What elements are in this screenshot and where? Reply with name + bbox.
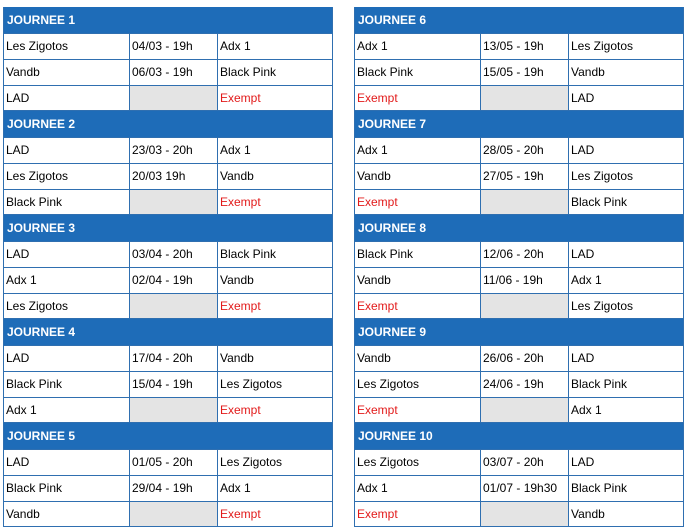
home-team-cell: Adx 1	[4, 398, 130, 422]
away-team-cell: Vandb	[220, 273, 254, 287]
match-row	[355, 267, 683, 293]
date-cell: 29/04 - 19h	[130, 476, 218, 501]
match-row	[4, 449, 332, 475]
date-cell: 12/06 - 20h	[481, 242, 569, 267]
date-cell: 01/07 - 19h30	[481, 476, 569, 501]
match-row	[4, 475, 332, 501]
date-cell	[481, 190, 569, 214]
date-cell	[130, 190, 218, 214]
match-row	[355, 137, 683, 163]
matchday-title: JOURNEE 4	[4, 319, 332, 345]
schedule-column-left	[3, 7, 333, 527]
away-team-cell: Les Zigotos	[220, 455, 283, 469]
matchday-block	[354, 111, 684, 215]
away-team-cell: Les Zigotos	[571, 299, 634, 313]
match-row	[355, 449, 683, 475]
home-team-cell: LAD	[4, 242, 130, 267]
match-row	[355, 33, 683, 59]
away-team-cell: Adx 1	[571, 403, 602, 417]
home-team-cell: Vandb	[4, 502, 130, 526]
matchday-title: JOURNEE 3	[4, 215, 332, 241]
home-team-cell: Black Pink	[4, 476, 130, 501]
away-team-cell: LAD	[571, 247, 595, 261]
match-row	[355, 345, 683, 371]
home-team-cell: Vandb	[355, 268, 481, 293]
home-team-cell: Les Zigotos	[355, 450, 481, 475]
date-cell	[481, 86, 569, 110]
date-cell	[481, 502, 569, 526]
matchday-title: JOURNEE 2	[4, 111, 332, 137]
match-row	[4, 59, 332, 85]
home-team-cell: Black Pink	[4, 190, 130, 214]
date-cell: 26/06 - 20h	[481, 346, 569, 371]
away-team-cell: Black Pink	[220, 247, 277, 261]
away-team-cell: Black Pink	[571, 195, 628, 209]
matchday-block	[3, 423, 333, 527]
home-team-cell: LAD	[4, 86, 130, 110]
away-team-cell: Vandb	[220, 169, 254, 183]
matchday-block	[3, 111, 333, 215]
match-row	[4, 371, 332, 397]
exempt-label: Exempt	[355, 398, 481, 422]
exempt-label: Exempt	[220, 91, 261, 105]
away-team-cell: LAD	[571, 143, 595, 157]
date-cell	[481, 294, 569, 318]
matchday-title: JOURNEE 10	[355, 423, 683, 449]
matchday-title: JOURNEE 5	[4, 423, 332, 449]
matchday-title: JOURNEE 8	[355, 215, 683, 241]
away-team-cell: Les Zigotos	[571, 169, 634, 183]
home-team-cell: Black Pink	[4, 372, 130, 397]
match-row	[355, 85, 683, 111]
home-team-cell: Adx 1	[355, 138, 481, 163]
matchday-block	[3, 215, 333, 319]
away-team-cell: Adx 1	[220, 481, 251, 495]
date-cell: 13/05 - 19h	[481, 34, 569, 59]
match-row	[4, 163, 332, 189]
away-team-cell: Vandb	[571, 507, 605, 521]
away-team-cell: Adx 1	[220, 143, 251, 157]
exempt-label: Exempt	[220, 195, 261, 209]
date-cell: 15/05 - 19h	[481, 60, 569, 85]
home-team-cell: Les Zigotos	[4, 34, 130, 59]
matchday-title: JOURNEE 9	[355, 319, 683, 345]
home-team-cell: LAD	[4, 346, 130, 371]
home-team-cell: Les Zigotos	[4, 294, 130, 318]
date-cell: 06/03 - 19h	[130, 60, 218, 85]
date-cell: 20/03 19h	[130, 164, 218, 189]
match-row	[4, 241, 332, 267]
match-row	[355, 475, 683, 501]
home-team-cell: Les Zigotos	[4, 164, 130, 189]
date-cell: 11/06 - 19h	[481, 268, 569, 293]
match-row	[4, 137, 332, 163]
away-team-cell: Les Zigotos	[220, 377, 283, 391]
away-team-cell: Black Pink	[220, 65, 277, 79]
matchday-block	[354, 319, 684, 423]
away-team-cell: Black Pink	[571, 377, 628, 391]
date-cell: 24/06 - 19h	[481, 372, 569, 397]
home-team-cell: Les Zigotos	[355, 372, 481, 397]
match-row	[4, 189, 332, 215]
match-row	[355, 371, 683, 397]
exempt-label: Exempt	[355, 502, 481, 526]
away-team-cell: Vandb	[220, 351, 254, 365]
matchday-block	[354, 7, 684, 111]
exempt-label: Exempt	[220, 507, 261, 521]
away-team-cell: LAD	[571, 455, 595, 469]
match-row	[355, 501, 683, 527]
home-team-cell: Black Pink	[355, 60, 481, 85]
home-team-cell: LAD	[4, 138, 130, 163]
exempt-label: Exempt	[355, 294, 481, 318]
date-cell	[130, 294, 218, 318]
home-team-cell: Adx 1	[355, 476, 481, 501]
match-row	[4, 85, 332, 111]
home-team-cell: Black Pink	[355, 242, 481, 267]
away-team-cell: LAD	[571, 91, 595, 105]
date-cell: 17/04 - 20h	[130, 346, 218, 371]
home-team-cell: Vandb	[355, 164, 481, 189]
away-team-cell: LAD	[571, 351, 595, 365]
date-cell: 23/03 - 20h	[130, 138, 218, 163]
schedule-column-right	[354, 7, 684, 527]
date-cell	[130, 86, 218, 110]
away-team-cell: Adx 1	[571, 273, 602, 287]
home-team-cell: Adx 1	[4, 268, 130, 293]
date-cell	[481, 398, 569, 422]
match-row	[355, 241, 683, 267]
home-team-cell: Vandb	[4, 60, 130, 85]
date-cell: 04/03 - 19h	[130, 34, 218, 59]
date-cell: 27/05 - 19h	[481, 164, 569, 189]
exempt-label: Exempt	[355, 190, 481, 214]
exempt-label: Exempt	[220, 299, 261, 313]
home-team-cell: Adx 1	[355, 34, 481, 59]
matchday-block	[354, 423, 684, 527]
match-row	[355, 163, 683, 189]
match-row	[355, 189, 683, 215]
date-cell: 01/05 - 20h	[130, 450, 218, 475]
date-cell: 03/07 - 20h	[481, 450, 569, 475]
match-row	[4, 345, 332, 371]
away-team-cell: Les Zigotos	[571, 39, 634, 53]
match-row	[4, 293, 332, 319]
date-cell: 15/04 - 19h	[130, 372, 218, 397]
exempt-label: Exempt	[355, 86, 481, 110]
match-row	[355, 397, 683, 423]
match-row	[355, 59, 683, 85]
matchday-title: JOURNEE 7	[355, 111, 683, 137]
matchday-block	[354, 215, 684, 319]
match-row	[4, 33, 332, 59]
home-team-cell: LAD	[4, 450, 130, 475]
matchday-title: JOURNEE 1	[4, 7, 332, 33]
home-team-cell: Vandb	[355, 346, 481, 371]
away-team-cell: Adx 1	[220, 39, 251, 53]
date-cell: 02/04 - 19h	[130, 268, 218, 293]
matchday-block	[3, 319, 333, 423]
date-cell: 03/04 - 20h	[130, 242, 218, 267]
away-team-cell: Vandb	[571, 65, 605, 79]
match-row	[4, 501, 332, 527]
date-cell	[130, 398, 218, 422]
match-row	[4, 397, 332, 423]
date-cell	[130, 502, 218, 526]
away-team-cell: Black Pink	[571, 481, 628, 495]
date-cell: 28/05 - 20h	[481, 138, 569, 163]
matchday-block	[3, 7, 333, 111]
exempt-label: Exempt	[220, 403, 261, 417]
match-row	[4, 267, 332, 293]
match-row	[355, 293, 683, 319]
matchday-title: JOURNEE 6	[355, 7, 683, 33]
